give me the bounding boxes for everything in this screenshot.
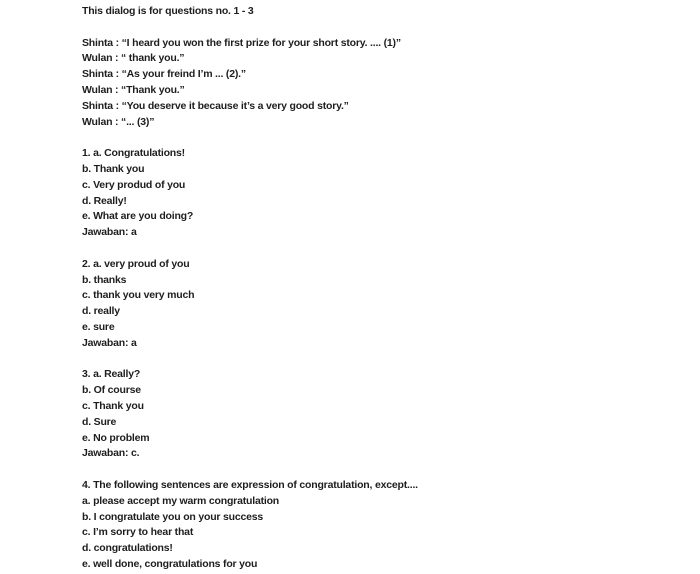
- option-line: e. What are you doing?: [82, 210, 194, 223]
- intro-line: This dialog is for questions no. 1 - 3: [82, 5, 254, 17]
- option-line: c. thank you very much: [82, 289, 195, 302]
- dialog-line: Shinta : “I heard you won the first prize for your short story. .... (1)”: [82, 36, 401, 49]
- option-line: c. Very produd of you: [82, 178, 186, 191]
- document-body: [82, 4, 682, 573]
- question-block-3: [82, 367, 682, 462]
- question-line: 4. The following sentences are expression of congratulation, except....: [82, 478, 418, 491]
- option-line: b. I congratulate you on your success: [82, 510, 264, 523]
- question-block-1: [82, 146, 682, 241]
- option-line: c. I’m sorry to hear that: [82, 526, 194, 539]
- option-line: e. well done, congratulations for you: [82, 557, 258, 570]
- answer-line: Jawaban: a: [82, 226, 137, 239]
- answer-line: Jawaban: a: [82, 336, 137, 349]
- question-line: 3. a. Really?: [82, 368, 141, 381]
- option-line: e. sure: [82, 320, 115, 333]
- dialog-line: Wulan : “ thank you.”: [82, 52, 185, 65]
- dialog-line: Wulan : “Thank you.”: [82, 83, 185, 96]
- question-block-2: [82, 257, 682, 352]
- option-line: a. please accept my warm congratulation: [82, 494, 280, 507]
- question-line: 2. a. very proud of you: [82, 257, 190, 270]
- dialog-line: Wulan : “... (3)”: [82, 115, 155, 128]
- option-line: d. Really!: [82, 194, 127, 207]
- option-line: d. congratulations!: [82, 542, 173, 555]
- answer-line: Jawaban: c.: [82, 447, 140, 460]
- option-line: e. No problem: [82, 431, 150, 444]
- option-line: d. really: [82, 305, 120, 318]
- dialog-line: Shinta : “As your freind I’m ... (2).”: [82, 68, 246, 81]
- option-line: b. Of course: [82, 384, 141, 397]
- option-line: d. Sure: [82, 415, 117, 428]
- dialog-block: [82, 36, 682, 131]
- option-line: b. Thank you: [82, 162, 145, 175]
- question-block-4: [82, 478, 682, 573]
- option-line: c. Thank you: [82, 399, 144, 412]
- question-line: 1. a. Congratulations!: [82, 147, 185, 160]
- dialog-line: Shinta : “You deserve it because it’s a very good story.”: [82, 99, 349, 112]
- option-line: b. thanks: [82, 273, 127, 286]
